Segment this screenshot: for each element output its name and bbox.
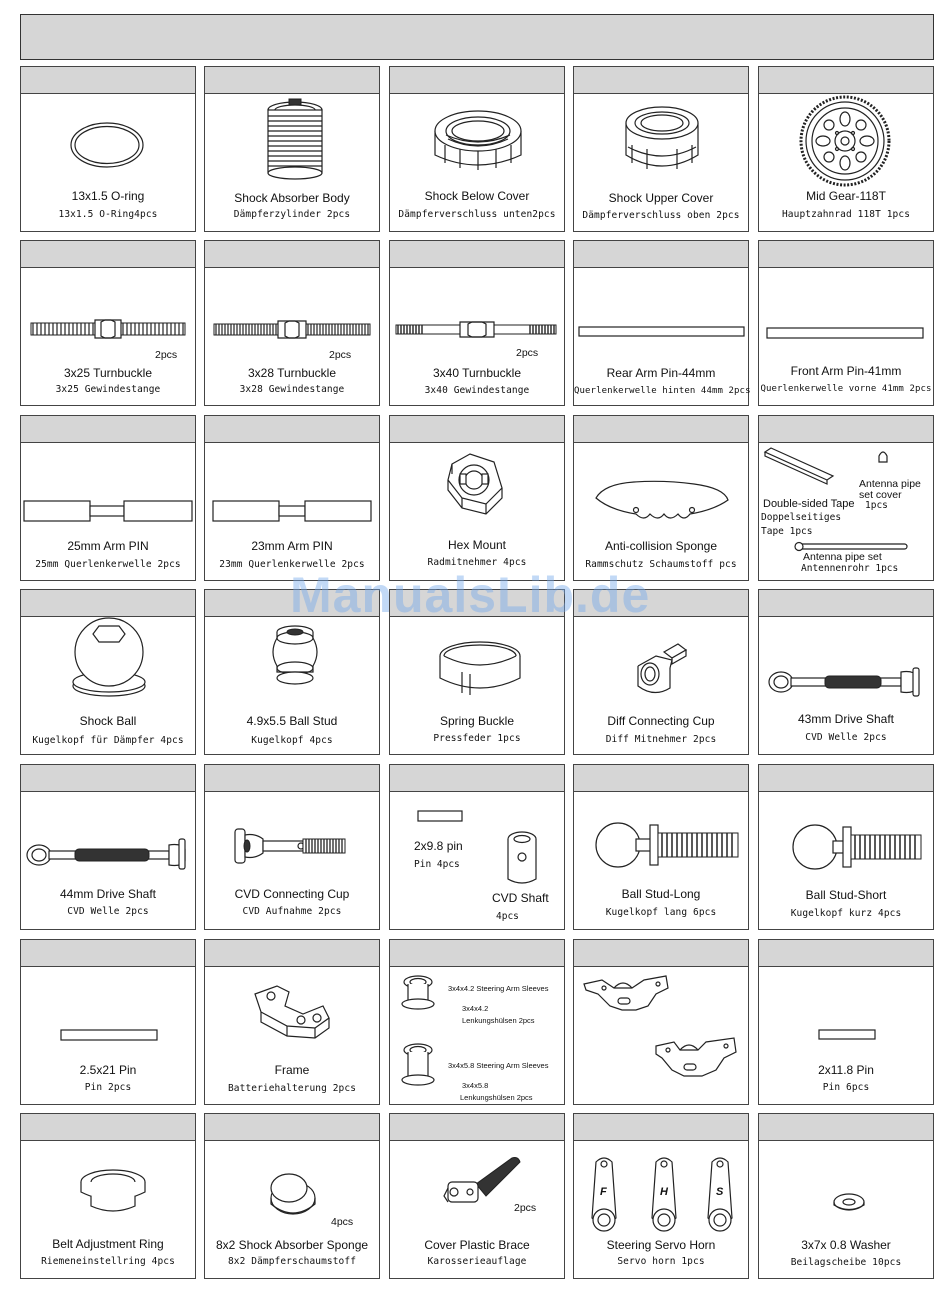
tape-qty: Tape 1pcs [761,526,813,537]
part-cell-hex-mount [389,415,565,581]
part-cell-2x11-8-pin [758,939,934,1105]
part-cell-antenna-set [758,415,934,581]
part-name: Rear Arm Pin-44mm [606,366,716,380]
pin-desc: Pin 4pcs [414,859,460,870]
shaft-label: Team C 43mm [827,703,881,712]
antenna-pipe-desc: Antennenrohr 1pcs [801,563,899,574]
page-header-bar [20,14,934,60]
part-desc: 23mm Querlenkerwelle 2pcs [219,559,365,570]
part-name: CVD Connecting Cup [234,887,350,901]
part-name: Spring Buckle [439,714,515,728]
cell-header [205,765,379,792]
part-name: 2x11.8 Pin [818,1063,874,1077]
cell-header [390,940,564,967]
cell-header [574,416,748,443]
horn-letter-h: H [660,1186,668,1198]
part-name: Diff Connecting Cup [607,714,715,728]
part-desc: Servo horn 1pcs [617,1256,705,1267]
part-cell-shock-below-cover [389,66,565,232]
part-desc: Pin 6pcs [822,1082,870,1093]
part-desc: 8x2 Dämpferschaumstoff [227,1256,357,1267]
cell-header [574,67,748,94]
part-desc: Beilagscheibe 10pcs [790,1257,902,1268]
part-desc: Kugelkopf kurz 4pcs [790,908,902,919]
quantity: 2pcs [514,1202,537,1214]
quantity: 2pcs [516,347,539,359]
part-cell-frame [204,939,380,1105]
sleeve-b-size: 3x4x5.8 [462,1081,489,1090]
part-name: Hex Mount [447,538,507,552]
cell-header [390,241,564,268]
part-cell-turnbuckle-3x40 [389,240,565,406]
part-name: Shock Upper Cover [608,191,714,205]
cell-header [574,1114,748,1141]
sleeve-a-desc: Lenkungshülsen 2pcs [462,1016,535,1025]
cell-header [390,1114,564,1141]
cell-header [21,67,195,94]
cell-header [21,241,195,268]
part-cell-turnbuckle-3x28 [204,240,380,406]
part-desc: 25mm Querlenkerwelle 2pcs [35,559,181,570]
sleeve-a-size: 3x4x4.2 [462,1004,489,1013]
part-name: 43mm Drive Shaft [797,712,895,726]
cell-header [759,765,933,792]
part-name: 3x28 Turnbuckle [247,366,337,380]
part-desc: Dämpferverschluss unten2pcs [398,209,556,220]
part-cell-shock-ball [20,589,196,755]
part-desc: Karosserieauflage [427,1256,527,1267]
part-name: 2.5x21 Pin [79,1063,137,1077]
part-cell-shock-sponge [204,1113,380,1279]
part-name: Ball Stud-Long [621,887,701,901]
part-name: 44mm Drive Shaft [59,887,157,901]
part-name: 23mm Arm PIN [251,539,333,553]
part-name: Anti-collision Sponge [604,539,718,553]
part-desc: CVD Welle 2pcs [805,732,887,743]
part-name: Steering Servo Horn [606,1238,716,1252]
part-cell-pin-and-cvd-shaft [389,764,565,930]
part-desc: Kugelkopf lang 6pcs [605,907,717,918]
part-desc: Batteriehalterung 2pcs [227,1083,357,1094]
cell-header [205,1114,379,1141]
part-desc: 13x1.5 O-Ring4pcs [58,209,158,220]
part-name: Shock Absorber Body [234,191,350,205]
part-name: Shock Ball [79,714,137,728]
cell-header [21,1114,195,1141]
part-name: 13x1.5 O-ring [71,189,145,203]
part-cell-o-ring [20,66,196,232]
cell-header [759,241,933,268]
cell-header [759,590,933,617]
part-desc: Radmitnehmer 4pcs [427,557,527,568]
part-desc: Kugelkopf für Dämpfer 4pcs [32,735,184,746]
part-cell-rear-arm-pin [573,240,749,406]
part-cell-washer [758,1113,934,1279]
part-desc: Riemeneinstellring 4pcs [41,1256,175,1267]
part-name: 3x25 Turnbuckle [63,366,153,380]
part-desc: Dämpferverschluss oben 2pcs [582,210,740,221]
part-desc: Kugelkopf 4pcs [251,735,333,746]
part-name: 3x7x 0.8 Washer [801,1238,891,1252]
cell-header [759,1114,933,1141]
cell-header [390,416,564,443]
part-desc: CVD Welle 2pcs [67,906,149,917]
sleeve-b-desc: Lenkungshülsen 2pcs [460,1093,533,1102]
part-cell-2-5x21-pin [20,939,196,1105]
part-name: Front Arm Pin-41mm [790,364,902,378]
part-name: Frame [274,1063,310,1077]
part-desc: 3x40 Gewindestange [424,385,530,396]
cell-header [574,765,748,792]
pin-name: 2x9.8 pin [414,839,463,853]
cell-header [574,241,748,268]
part-cell-steering-servo-horn [573,1113,749,1279]
part-name: Belt Adjustment Ring [52,1237,164,1251]
part-cell-44mm-drive-shaft [20,764,196,930]
part-name: 3x40 Turnbuckle [432,366,522,380]
tape-desc: Doppelseitiges [761,512,842,523]
quantity: 4pcs [331,1216,354,1228]
steering-bracket-drawing [574,966,748,1104]
cell-header [21,416,195,443]
part-desc: Hauptzahnrad 118T 1pcs [781,209,911,220]
part-cell-cover-plastic-brace [389,1113,565,1279]
cell-header [390,67,564,94]
part-desc: Diff Mitnehmer 2pcs [605,734,717,745]
cell-header [759,67,933,94]
cell-header [21,940,195,967]
part-desc: 3x25 Gewindestange [55,384,161,395]
cell-header [21,765,195,792]
part-name: Cover Plastic Brace [424,1238,530,1252]
part-name: 4.9x5.5 Ball Stud [246,714,338,728]
part-cell-steering-arm-sleeves [389,939,565,1105]
part-desc: Rammschutz Schaumstoff pcs [585,559,737,570]
part-desc: Pressfeder 1pcs [433,733,521,744]
part-name: Shock Below Cover [424,189,530,203]
cell-header [759,940,933,967]
antenna-cover-name-2: set cover [859,489,902,501]
cell-header [390,765,564,792]
part-cell-23mm-arm-pin [204,415,380,581]
horn-letter-f: F [600,1186,607,1198]
tape-name: Double-sided Tape [763,498,855,510]
part-name: Ball Stud-Short [805,888,887,902]
cell-header [205,241,379,268]
part-cell-ball-stud-long [573,764,749,930]
cell-header [205,67,379,94]
part-desc: CVD Aufnahme 2pcs [242,906,342,917]
part-name: Mid Gear-118T [806,189,886,203]
part-desc: 3x28 Gewindestange [239,384,345,395]
antenna-cover-qty: 1pcs [865,500,888,511]
antenna-pipe-name: Antenna pipe set [803,551,882,563]
cvd-shaft-qty: 4pcs [496,911,519,922]
part-cell-ball-stud-short [758,764,934,930]
part-cell-turnbuckle-3x25 [20,240,196,406]
part-desc: Pin 2pcs [84,1082,132,1093]
quantity: 2pcs [329,349,352,361]
part-cell-cvd-connecting-cup [204,764,380,930]
part-cell-43mm-drive-shaft [758,589,934,755]
part-cell-mid-gear [758,66,934,232]
shock-ball-drawing [21,616,195,754]
antenna-cover-name: Antenna pipe [859,478,921,490]
part-cell-shock-body [204,66,380,232]
ball-stud-drawing [205,616,379,754]
cell-header [205,416,379,443]
sleeve-b-name: 3x4x5.8 Steering Arm Sleeves [448,1061,549,1070]
shaft-label: Team C 44mm [85,877,139,886]
part-desc: Querlenkerwelle hinten 44mm 2pcs [574,386,751,396]
part-cell-steering-brackets [573,939,749,1105]
part-desc: Dämpferzylinder 2pcs [233,209,351,220]
part-cell-25mm-arm-pin [20,415,196,581]
part-cell-shock-upper-cover [573,66,749,232]
part-name: 25mm Arm PIN [67,539,149,553]
sleeve-a-name: 3x4x4.2 Steering Arm Sleeves [448,984,549,993]
arm-pin-drawing [574,267,751,405]
cvd-shaft-name: CVD Shaft [492,891,549,905]
cell-header [21,590,195,617]
cell-header [574,940,748,967]
part-cell-front-arm-pin [758,240,934,406]
part-desc: Querlenkerwelle vorne 41mm 2pcs [760,384,932,394]
watermark: ManualsLib.de [290,567,651,623]
part-cell-anti-collision-sponge [573,415,749,581]
cell-header [205,940,379,967]
quantity: 2pcs [155,349,178,361]
cell-header [759,416,933,443]
part-name: 8x2 Shock Absorber Sponge [215,1238,369,1252]
horn-letter-s: S [716,1186,724,1198]
part-cell-belt-adjustment-ring [20,1113,196,1279]
